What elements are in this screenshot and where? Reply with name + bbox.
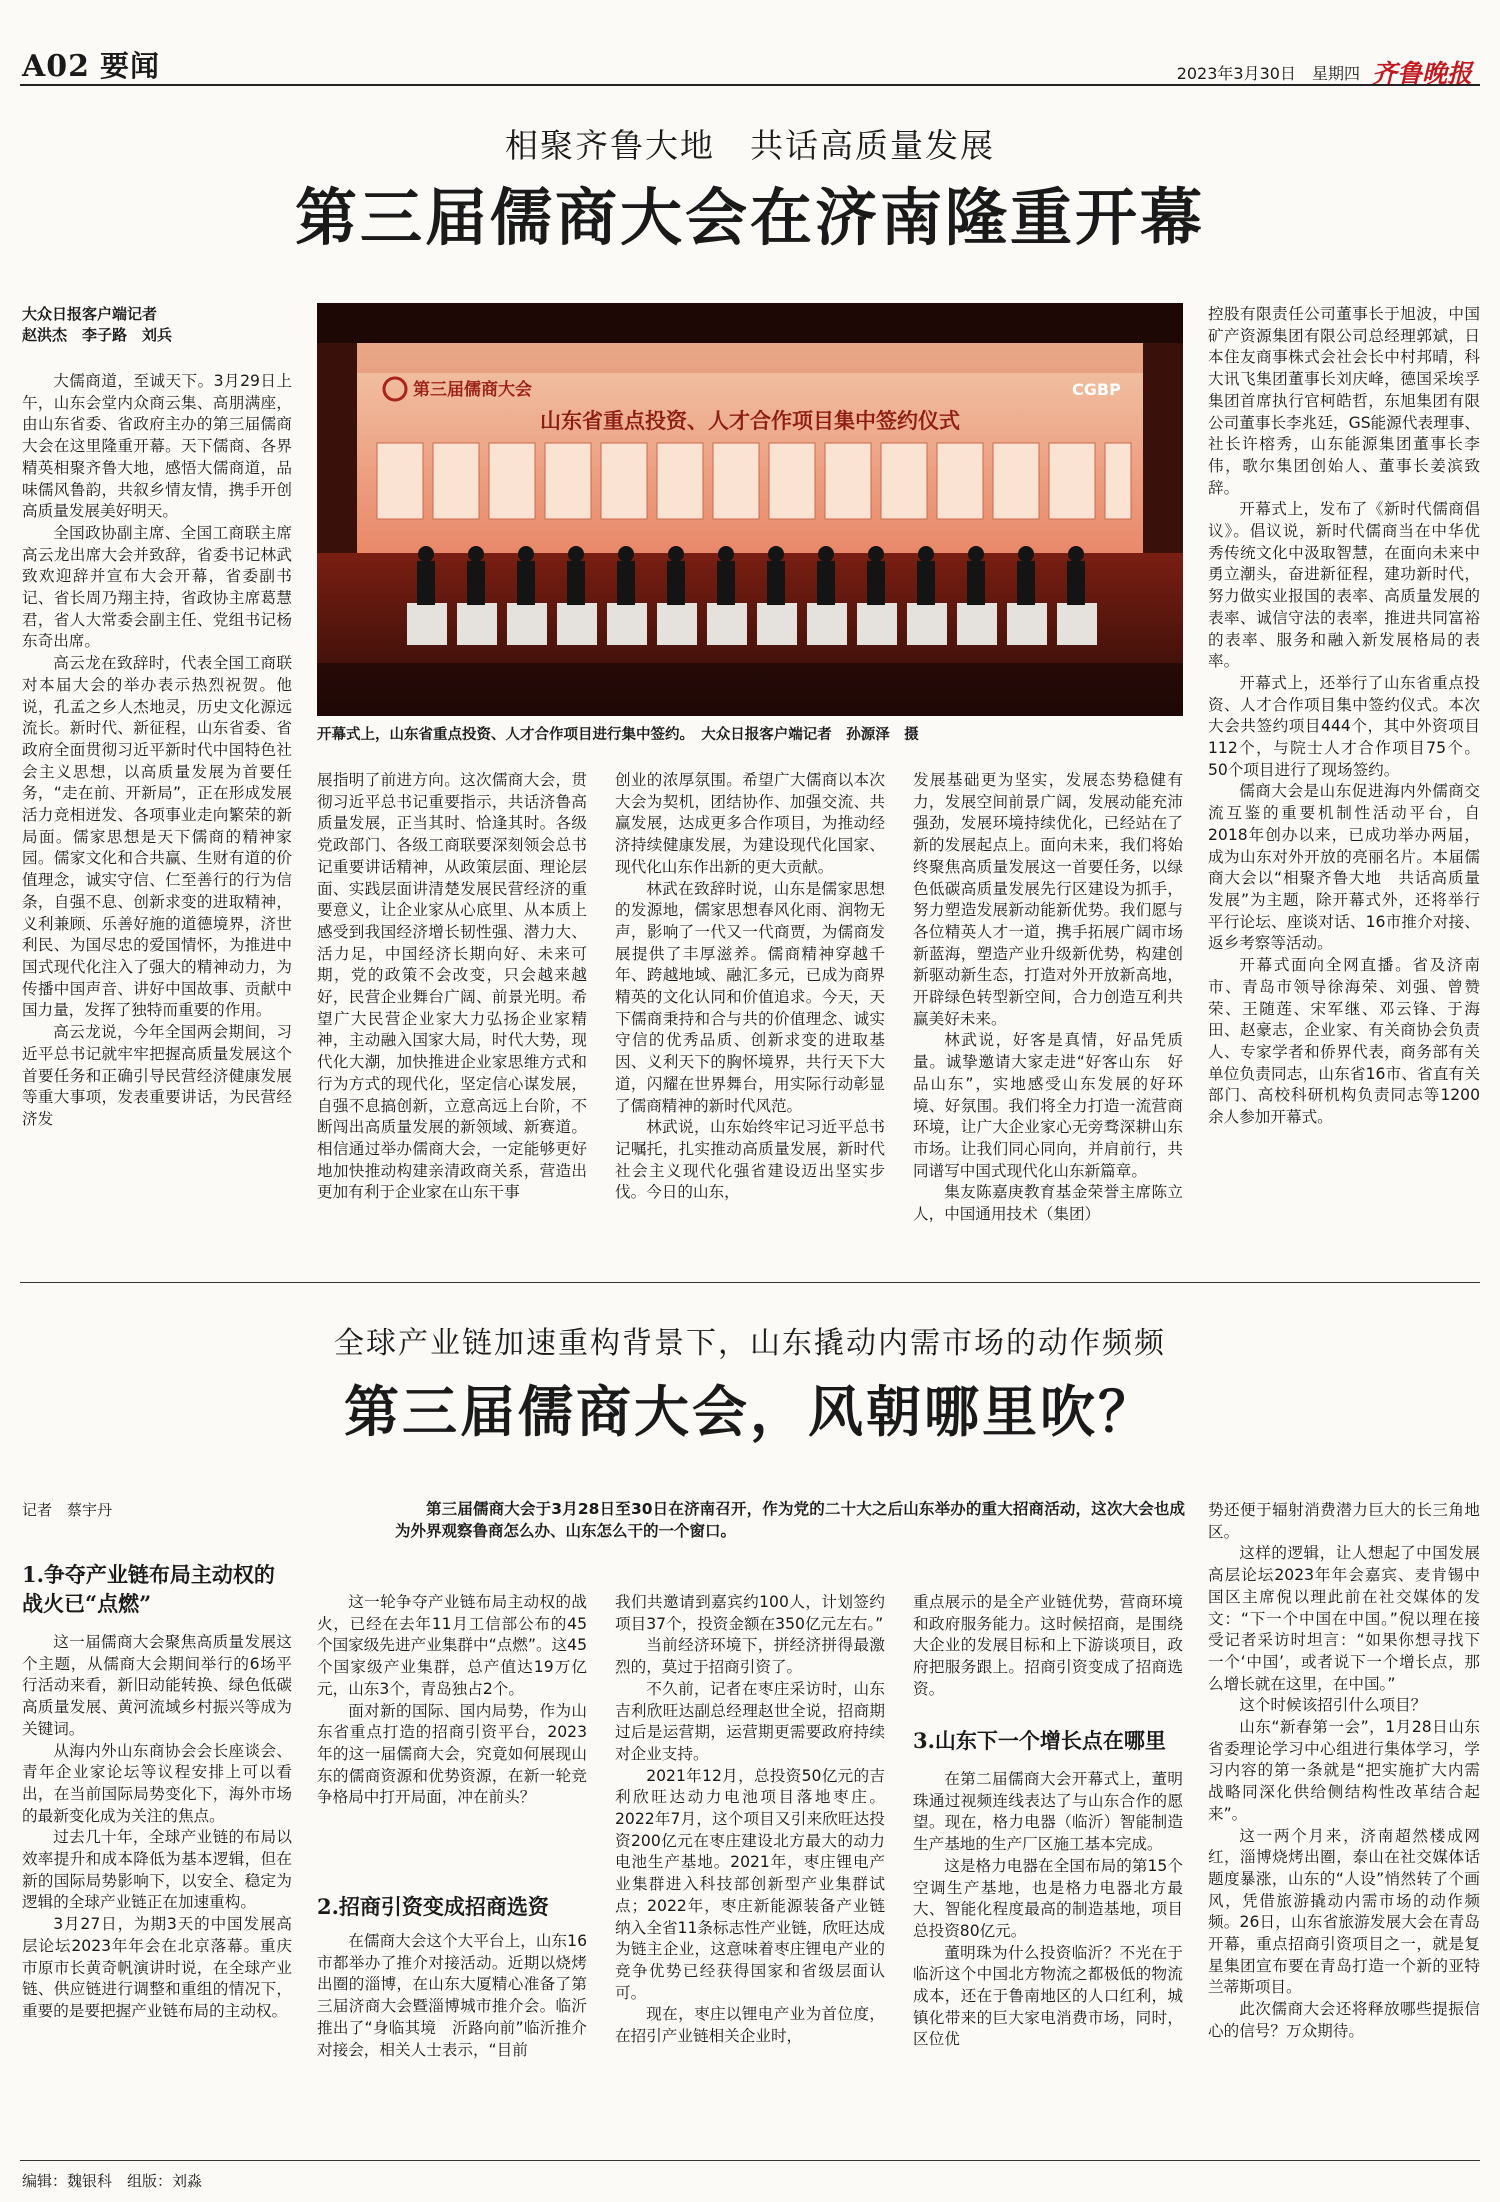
- section-2-title: 2.招商引资变成招商选资: [317, 1894, 549, 1919]
- page-number: A02: [22, 49, 91, 84]
- issue-date: 2023年3月30日: [1176, 64, 1296, 83]
- issue-weekday: 星期四: [1311, 64, 1360, 83]
- story2-byline: 记者 蔡宇丹: [22, 1501, 113, 1519]
- banner-org-text: 第三届儒商大会: [413, 380, 532, 400]
- page-section-label: [22, 44, 160, 85]
- section-1-title: 1.争夺产业链布局主动权的战火已“点燃”: [22, 1562, 275, 1616]
- paragraph: 大儒商道，至诚天下。3月29日上午，山东会堂内众商云集、高朋满座，由山东省委、省政府主办的第三届儒商大会在这里隆重开幕。天下儒商、各界精英相聚齐鲁大地，感悟大儒商道，品味儒风鲁韵，共叙乡情友情，携手开创高质量发展美好明天。: [22, 372, 292, 521]
- banner-logo-text: CGBP: [1072, 380, 1121, 399]
- paragraph: 这样的逻辑，让人想起了中国发展高层论坛2023年年会嘉宾、麦肯锡中国区主席倪以理此前在社交媒体的发文：“下一个中国在中国。”倪以理在接受记者采访时坦言：“如果你想寻找下一个‘中国’，或者说下一个增长点，那么增长就在这里，在中国。”: [1208, 1544, 1480, 1693]
- screen-panels: [377, 443, 1131, 519]
- banner-title-text: 山东省重点投资、人才合作项目集中签约仪式: [540, 409, 960, 433]
- paragraph: 集友陈嘉庚教育基金荣誉主席陈立人，中国通用技术（集团）: [913, 1183, 1183, 1224]
- story2-column-3: [615, 1592, 885, 2150]
- paragraph: 儒商大会是山东促进海内外儒商交流互鉴的重要机制性活动平台，自2018年创办以来，已成功举办两届，成为山东对外开放的亮丽名片。本届儒商大会以“相聚齐鲁大地 共话高质量发展”为主题，除开幕式外，还将举行平行论坛、座谈对话、16市推介对接、返乡考察等活动。: [1208, 782, 1480, 953]
- layout-credit: 组版：刘淼: [127, 2172, 203, 2190]
- paragraph: 2021年12月，总投资50亿元的吉利欣旺达动力电池项目落地枣庄。2022年7月，这个项目又引来欣旺达投资200亿元在枣庄建设北方最大的动力电池生产基地。2021年，枣庄锂电产业集群进入科技部创新型产业集群试点；2022年，枣庄新能源装备产业链纳入全省11条标志性产业链，欣旺达成为链主企业，这意味着枣庄锂电产业的竞争优势已经获得国家和省级层面认可。: [615, 1766, 885, 2002]
- paragraph: 我们共邀请到嘉宾约100人，计划签约项目37个，投资金额在350亿元左右。”: [615, 1593, 885, 1633]
- story2-column-1: [22, 1560, 292, 2150]
- paragraph: 董明珠为什么投资临沂？不光在于临沂这个中国北方物流之都极低的物流成本，还在于鲁南地区的人口红利，城镇化带来的巨大家电消费市场，同时，区位优: [913, 1943, 1183, 2049]
- story2-kicker: 全球产业链加速重构背景下，山东撬动内需市场的动作频频: [334, 1326, 1166, 1361]
- photo-caption: 开幕式上，山东省重点投资、人才合作项目进行集中签约。 大众日报客户端记者 孙源泽 摄: [317, 727, 919, 743]
- paragraph: 面对新的国际、国内局势，作为山东省重点打造的招商引资平台，2023年的这一届儒商大会，究竟如何展现山东的儒商资源和优势资源，在新一轮竞争格局中打开局面，冲在前头？: [317, 1701, 587, 1807]
- story2-intro: 第三届儒商大会于3月28日至30日在济南召开，作为党的二十大之后山东举办的重大招商活动，这次大会也成为外界观察鲁商怎么办、山东怎么干的一个窗口。: [395, 1500, 1185, 1540]
- section-name: 要闻: [100, 49, 161, 83]
- paragraph: 这一两个月来，济南超然楼成网红，淄博烧烤出圈，泰山在社交媒体话题度暴涨，山东的“人设”悄然转了个画风，凭借旅游撬动内需市场的动作频频。26日，山东省旅游发展大会在青岛开幕，重点招商引资项目之一，就是复星集团宣布要在青岛打造一个新的亚特兰蒂斯项目。: [1208, 1826, 1480, 1997]
- byline-org: 大众日报客户端记者: [22, 305, 158, 323]
- paragraph: 当前经济环境下，拼经济拼得最激烈的，莫过于招商引资了。: [615, 1636, 885, 1677]
- photo-illustration: [317, 303, 1183, 716]
- paragraph: 林武说，好客是真情，好品凭质量。诚挚邀请大家走进“好客山东 好品山东”，实地感受山东发展的好环境、好氛围。我们将全力打造一流营商环境，让广大企业家心无旁骛深耕山东市场。让我们同心同向，并肩前行，共同谱写中国式现代化山东新篇章。: [913, 1031, 1183, 1180]
- story1-column-5: [1208, 304, 1480, 1252]
- paragraph: 这一届儒商大会聚焦高质量发展这个主题，从儒商大会期间举行的6场平行活动来看，新旧动能转换、绿色低碳高质量发展、黄河流域乡村振兴等成为关键词。: [22, 1633, 292, 1738]
- footer-credits: [22, 2170, 202, 2191]
- paragraph: 林武说，山东始终牢记习近平总书记嘱托，扎实推动高质量发展，新时代社会主义现代化强省建设迈出坚实步伐。今日的山东，: [615, 1118, 885, 1202]
- story2-column-4: [913, 1592, 1183, 2150]
- paragraph: 重点展示的是全产业链优势，营商环境和政府服务能力。这时候招商，是围绕大企业的发展目标和上下游谈项目，政府把服务跟上。招商引资变成了招商选资。: [913, 1593, 1183, 1698]
- story2-column-2: [317, 1592, 587, 2150]
- paragraph: 现在，枣庄以锂电产业为首位度，在招引产业链相关企业时，: [615, 2005, 885, 2046]
- paragraph: 不久前，记者在枣庄采访时，山东吉利欣旺达副总经理赵世全说，招商期过后是运营期，运营期更需要政府持续对企业支持。: [615, 1679, 885, 1763]
- story2-headline: 第三届儒商大会，风朝哪里吹？: [343, 1379, 1156, 1444]
- paragraph: 在儒商大会这个大平台上，山东16市都举办了推介对接活动。近期以烧烤出圈的淄博，在山东大厦精心准备了第三届济商大会暨淄博城市推介会。临沂推出了“身临其境 沂路向前”临沂推介对接会，相关人士表示，“目前: [317, 1932, 587, 2059]
- paragraph: 势还便于辐射消费潜力巨大的长三角地区。: [1208, 1501, 1480, 1541]
- newspaper-logo: 齐鲁晚报: [1371, 59, 1472, 88]
- paragraph: 过去几十年，全球产业链的布局以效率提升和成本降低为基本逻辑，但在新的国际局势影响下，以安全、稳定为逻辑的全球产业链正在加速重构。: [22, 1828, 292, 1912]
- paragraph: 从海内外山东商协会会长座谈会、青年企业家论坛等议程安排上可以看出，在当前国际局势变化下，海外市场的最新变化成为关注的焦点。: [22, 1741, 292, 1825]
- paragraph: 这个时候该招引什么项目？: [1239, 1696, 1427, 1715]
- paragraph: 全国政协副主席、全国工商联主席高云龙出席大会并致辞，省委书记林武致欢迎辞并宣布大会开幕，省委副书记、省长周乃翔主持，省政协主席葛慧君，省人大常委会副主任、党组书记杨东奇出席。: [22, 523, 292, 651]
- section-3-title: 3.山东下一个增长点在哪里: [913, 1728, 1166, 1753]
- paragraph: 高云龙在致辞时，代表全国工商联对本届大会的举办表示热烈祝贺。他说，孔孟之乡人杰地灵，历史文化源远流长。新时代、新征程，山东省委、省政府全面贯彻习近平新时代中国特色社会主义思想，以高质量发展为首要任务，“走在前、开新局”，正在形成发展活力竞相迸发、各项事业走向繁荣的新局面。儒家思想是天下儒商的精神家园。儒家文化和合共赢、生财有道的价值理念，诚实守信、仁至善行的行为信条，自强不息、创新求变的进取精神，义利兼顾、乐善好施的道德境界，济世利民、为国尽忠的爱国情怀，为推进中国式现代化注入了强大的精神动力，为传播中国声音、讲好中国故事、贡献中国力量，发挥了独特而重要的作用。: [22, 654, 292, 1020]
- masthead-rule: [20, 84, 1480, 86]
- editor-credit: 编辑：魏银科: [22, 2172, 113, 2190]
- paragraph: 开幕式上，发布了《新时代儒商倡议》。倡议说，新时代儒商当在中华优秀传统文化中汲取智慧，在面向未来中勇立潮头，奋进新征程，建功新时代，努力做实业报国的表率、高质量发展的表率、诚信守法的表率，推进共同富裕的表率、服务和融入新发展格局的表率。: [1208, 500, 1480, 671]
- paragraph: 山东“新春第一会”，1月28日山东省委理论学习中心组进行集体学习，学习内容的第一条就是“把实施扩大内需战略同深化供给侧结构性改革结合起来”。: [1208, 1718, 1480, 1823]
- story1-column-4: [913, 770, 1183, 1252]
- paragraph: 开幕式上，还举行了山东省重点投资、人才合作项目集中签约仪式。本次大会共签约项目444个，其中外资项目112个，与院士人才合作项目75个。50个项目进行了现场签约。: [1208, 673, 1480, 779]
- byline-names: 赵洪杰 李子路 刘兵: [22, 326, 173, 344]
- paragraph: 高云龙说，今年全国两会期间，习近平总书记就牢牢把握高质量发展这个首要任务和正确引导民营经济健康发展等重大事项，发表重要讲话，为民营经济发: [22, 1023, 292, 1128]
- paragraph: 开幕式面向全网直播。省及济南市、青岛市领导徐海荣、刘强、曾赞荣、王随莲、宋军继、邓云锋、于海田、赵豪志，企业家、有关商协会负责人、专家学者和侨界代表，商务部有关单位负责同志，山东省16市、省直有关部门、高校科研机构负责同志等1200余人参加开幕式。: [1208, 956, 1480, 1127]
- story1-column-3: [615, 770, 885, 1252]
- paragraph: 林武在致辞时说，山东是儒家思想的发源地，儒家思想春风化雨、润物无声，影响了一代又一代商贾，为儒商发展提供了丰厚滋养。儒商精神穿越千年、跨越地域、融汇多元，已成为商界精英的文化认同和价值追求。今天，天下儒商秉持和合与共的价值理念、诚实守信的优秀品质、创新求变的进取基因、义利天下的胸怀境界，共行天下大道，闪耀在世界舞台，用实际行动彰显了儒商精神的新时代风范。: [615, 879, 885, 1115]
- footer-rule: [20, 2160, 1480, 2161]
- paragraph: 这一轮争夺产业链布局主动权的战火，已经在去年11月工信部公布的45个国家级先进产业集群中“点燃”。这45个国家级产业集群，总产值达19万亿元，山东3个，青岛独占2个。: [317, 1593, 587, 1698]
- story1-column-1: [22, 371, 292, 1251]
- story1-column-2: [317, 770, 587, 1252]
- story1-byline: [22, 304, 292, 346]
- story-divider: [20, 1282, 1480, 1283]
- paragraph: 在第二届儒商大会开幕式上，董明珠通过视频连线表达了与山东合作的愿望。现在，格力电器（临沂）智能制造生产基地的生产厂区施工基本完成。: [913, 1770, 1183, 1854]
- paragraph: 3月27日，为期3天的中国发展高层论坛2023年年会在北京落幕。重庆市原市长黄奇帆演讲时说，在全球产业链、供应链进行调整和重组的情况下，重要的是要把握产业链布局的主动权。: [22, 1915, 292, 2020]
- paragraph: 控股有限责任公司董事长于旭波，中国矿产资源集团有限公司总经理郭斌，日本住友商事株式会社会长中村邦晴，科大讯飞集团董事长刘庆峰，德国采埃孚集团首席执行官柯皓哲，东旭集团有限公司董事长李兆廷，GS能源代表理事、社长许榕秀，山东能源集团董事长李伟，歌尔集团创始人、董事长姜滨致辞。: [1208, 305, 1480, 497]
- story1-headline: 第三届儒商大会在济南隆重开幕: [294, 181, 1205, 254]
- paragraph: 此次儒商大会还将释放哪些提振信心的信号？万众期待。: [1208, 2000, 1480, 2040]
- story2-column-5: [1208, 1500, 1480, 2150]
- paragraph: 发展基础更为坚实，发展态势稳健有力，发展空间前景广阔，发展动能充沛强劲，发展环境持续优化，已经站在了新的发展起点上。面向未来，我们将始终聚焦高质量发展这一首要任务，以绿色低碳高质量发展先行区建设为抓手，努力塑造发展新动能新优势。我们愿与各位精英人才一道，携手拓展广阔市场新蓝海，塑造产业升级新优势，构建创新驱动新生态，打造对外开放新高地，开辟绿色转型新空间，合力创造互利共赢美好未来。: [913, 771, 1183, 1028]
- paragraph: 创业的浓厚氛围。希望广大儒商以本次大会为契机，团结协作、加强交流、共赢发展，达成更多合作项目，为推动经济持续健康发展，为建设现代化国家、现代化山东作出新的更大贡献。: [615, 771, 885, 876]
- paragraph: 这是格力电器在全国布局的第15个空调生产基地，也是格力电器北方最大、智能化程度最高的制造基地，项目总投资80亿元。: [913, 1856, 1183, 1940]
- signing-ceremony-photo: [317, 303, 1183, 716]
- paragraph: 展指明了前进方向。这次儒商大会，贯彻习近平总书记重要指示，共话济鲁高质量发展，正当其时、恰逢其时。各级党政部门、各级工商联要深刻领会总书记重要讲话精神，从政策层面、理论层面、实践层面讲清楚发展民营经济的重要意义，让企业家从心底里、从本质上感受到我国经济增长韧性强、潜力大、活力足，中国经济长期向好、未来可期，党的政策不会改变，只会越来越好，民营企业舞台广阔、前景光明。希望广大民营企业家大力弘扬企业家精神，主动融入国家大局，时代大势，现代化大潮，加快推进企业家思维方式和行为方式的现代化，坚定信心谋发展，自强不息搞创新，立意高远上台阶，不断闯出高质量发展的新领域、新赛道。相信通过举办儒商大会，一定能够更好地加快推动构建亲清政商关系，营造出更加有利于企业家在山东干事: [317, 771, 587, 1202]
- story1-kicker: 相聚齐鲁大地 共话高质量发展: [505, 126, 995, 165]
